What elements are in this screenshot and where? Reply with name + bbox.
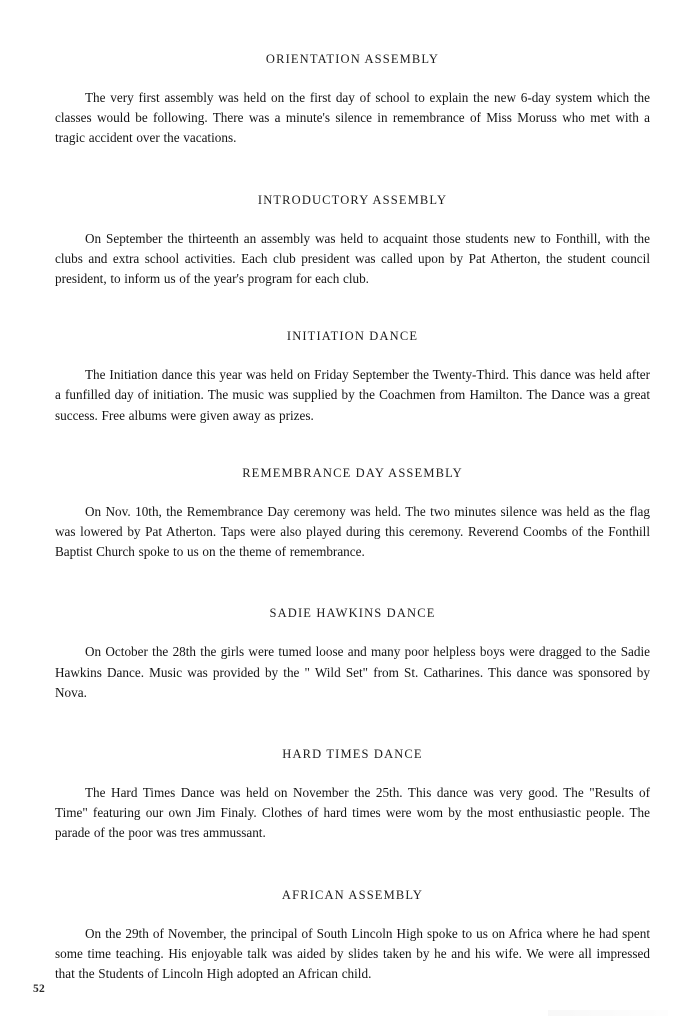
section-body: On Nov. 10th, the Remembrance Day ceremony was held. The two minutes silence was held as the flag was lowered by Pat Atherton. Taps were also played during this ceremony. Reverend Coombs of the Fonthill Baptist Church spoke to us on the theme of remembrance. — [55, 503, 650, 560]
section-african-assembly — [55, 888, 650, 985]
section-body: The Initiation dance this year was held on Friday September the Twenty-Third. This dance was held after a funfilled day of initiation. The music was supplied by the Coachmen from Hamilton. The Dance was a great success. Free albums were given away as prizes. — [55, 367, 650, 423]
page-content — [55, 52, 650, 984]
page-number: 52 — [33, 983, 45, 995]
section-heading: INTRODUCTORY ASSEMBLY — [257, 192, 448, 207]
spacer — [55, 902, 650, 924]
section-heading: ORIENTATION ASSEMBLY — [265, 52, 440, 66]
section-heading: INITIATION DANCE — [286, 329, 419, 344]
section-heading: HARD TIMES DANCE — [282, 747, 423, 762]
section-heading: AFRICAN ASSEMBLY — [281, 887, 424, 902]
section-body: On October the 28th the girls were tumed loose and many poor helpless boys were dragged to the Sadie Hawkins Dance. Music was provided by the " Wild Set" from St. Catharines. This dance was sponsored by Nova. — [55, 644, 650, 700]
spacer — [55, 620, 650, 642]
spacer — [55, 480, 650, 502]
spacer — [55, 426, 650, 466]
section-introductory-assembly — [55, 193, 650, 290]
section-orientation-assembly — [55, 52, 650, 149]
spacer — [55, 289, 650, 329]
section-body: The Hard Times Dance was held on November the 25th. This dance was very good. The "Results of Time" featuring our own Jim Finaly. Clothes of hard times were wom by the most enthusiastic people. The parade of the poor was tres ammussant. — [55, 785, 650, 841]
spacer — [55, 149, 650, 193]
section-initiation-dance — [55, 329, 650, 426]
spacer — [55, 66, 650, 88]
section-sadie-hawkins-dance — [55, 606, 650, 703]
section-body: The very first assembly was held on the first day of school to explain the new 6-day system which the classes would be following. There was a minute's silence in remembrance of Miss Moruss who met with a tragic accident over the vacations. — [55, 90, 650, 146]
section-body: On the 29th of November, the principal of South Lincoln High spoke to us on Africa where he had spent some time teaching. His enjoyable talk was aided by slides taken by he and his wife. We were all impressed that the Students of Lincoln High adopted an African child. — [55, 925, 650, 982]
spacer — [55, 703, 650, 747]
spacer — [55, 343, 650, 365]
section-hard-times-dance — [55, 747, 650, 844]
spacer — [55, 844, 650, 888]
spacer — [55, 562, 650, 606]
section-heading: REMEMBRANCE DAY ASSEMBLY — [242, 465, 463, 480]
spacer — [55, 207, 650, 229]
scan-artifact — [548, 1010, 668, 1016]
section-heading: SADIE HAWKINS DANCE — [269, 606, 436, 621]
section-body: On September the thirteenth an assembly was held to acquaint those students new to Fonthill, with the clubs and extra school activities. Each club president was called upon by Pat Atherton, the student council president, to inform us of the year's program for each club. — [55, 230, 650, 287]
section-remembrance-day-assembly — [55, 466, 650, 563]
spacer — [55, 761, 650, 783]
